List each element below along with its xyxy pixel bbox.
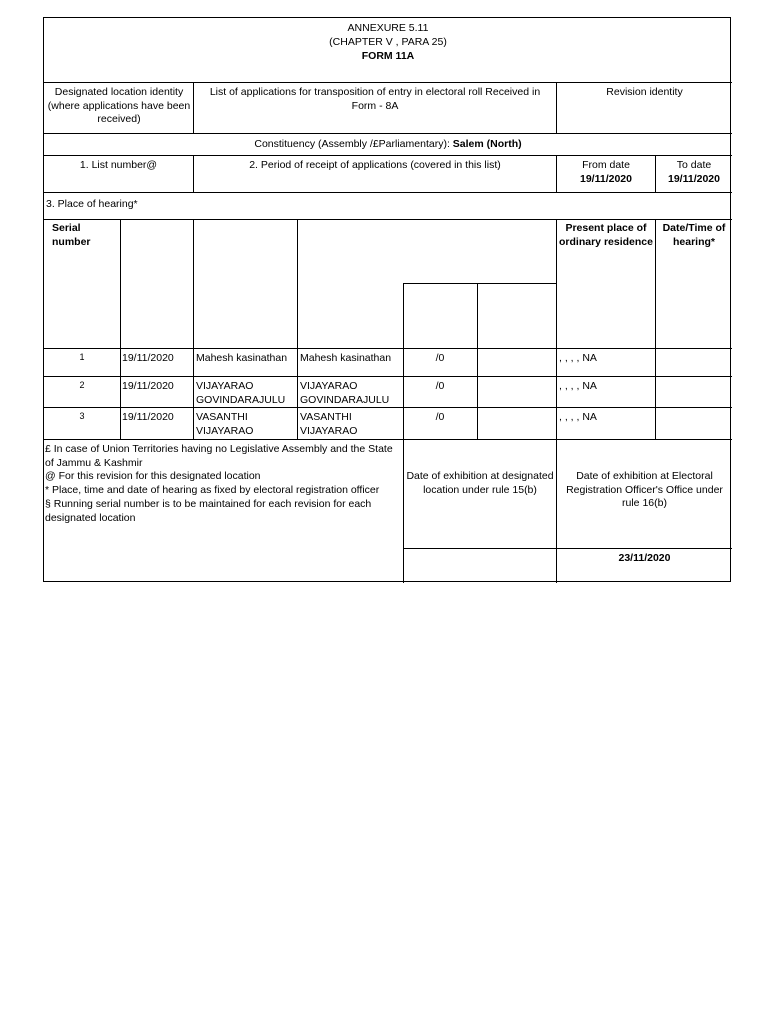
rule bbox=[44, 82, 732, 83]
rule bbox=[556, 219, 557, 583]
row-relation-name: VIJAYARAO GOVINDARAJULU bbox=[300, 380, 390, 406]
form-11a bbox=[43, 17, 731, 582]
annexure-title: ANNEXURE 5.11 bbox=[347, 22, 429, 34]
to-date-label: To date bbox=[676, 159, 712, 171]
list-title: List of applications for transposition of entry in electoral roll Received in Form - 8A bbox=[209, 86, 541, 112]
rule bbox=[44, 133, 732, 134]
period-label: 2. Period of receipt of applications (covered in this list) bbox=[249, 159, 501, 171]
form-title: FORM 11A bbox=[361, 50, 415, 62]
rule bbox=[44, 192, 732, 193]
place-of-hearing-label: 3. Place of hearing* bbox=[46, 198, 138, 210]
list-number-label: 1. List number@ bbox=[79, 159, 158, 171]
rule bbox=[44, 376, 732, 377]
row-date: 19/11/2020 bbox=[122, 380, 174, 392]
row-part: /0 bbox=[435, 411, 445, 423]
constituency-label: Constituency (Assembly /£Parliamentary): bbox=[254, 138, 453, 150]
row-name: VASANTHI VIJAYARAO bbox=[196, 411, 254, 437]
footnote: @ For this revision for this designated location bbox=[45, 470, 261, 482]
constituency-line bbox=[44, 138, 732, 152]
to-date-value: 19/11/2020 bbox=[668, 173, 720, 185]
exhibition-designated-label: Date of exhibition at designated location under rule 15(b) bbox=[406, 470, 554, 496]
chapter-reference: (CHAPTER V , PARA 25) bbox=[329, 36, 447, 48]
row-name: VIJAYARAO GOVINDARAJULU bbox=[196, 380, 286, 406]
row-serial: 3 bbox=[79, 411, 85, 421]
row-residence: , , , , NA bbox=[559, 411, 597, 423]
row-serial: 2 bbox=[79, 380, 85, 390]
rule bbox=[120, 219, 121, 439]
exhibition-ero-label: Date of exhibition at Electoral Registration Officer's Office under rule 16(b) bbox=[566, 470, 723, 509]
exhibition-ero-date: 23/11/2020 bbox=[618, 552, 671, 564]
constituency-value: Salem (North) bbox=[452, 138, 522, 150]
row-name: Mahesh kasinathan bbox=[196, 352, 288, 364]
rule bbox=[44, 155, 732, 156]
rule bbox=[403, 548, 732, 549]
row-serial: 1 bbox=[79, 352, 85, 362]
rule bbox=[403, 283, 404, 583]
row-part: /0 bbox=[435, 380, 445, 392]
serial-number-header: Serial number bbox=[52, 222, 91, 248]
row-part: /0 bbox=[435, 352, 445, 364]
rule bbox=[44, 219, 732, 220]
row-date: 19/11/2020 bbox=[122, 411, 174, 423]
hearing-header: Date/Time of hearing* bbox=[662, 222, 726, 248]
row-relation-name: VASANTHI VIJAYARAO bbox=[300, 411, 358, 437]
row-residence: , , , , NA bbox=[559, 352, 597, 364]
rule bbox=[44, 439, 732, 440]
rule bbox=[297, 219, 298, 439]
footnote: £ In case of Union Territories having no Legislative Assembly and the State of Jammu & Kashmir bbox=[45, 443, 393, 469]
rule bbox=[403, 283, 556, 284]
rule bbox=[655, 219, 656, 439]
designated-location-label: Designated location identity (where applications have been received) bbox=[47, 86, 191, 125]
from-date-value: 19/11/2020 bbox=[580, 173, 632, 185]
residence-header: Present place of ordinary residence bbox=[559, 222, 653, 248]
rule bbox=[193, 82, 194, 133]
rule bbox=[44, 407, 732, 408]
rule bbox=[477, 283, 478, 439]
rule bbox=[44, 348, 732, 349]
rule bbox=[193, 219, 194, 439]
row-date: 19/11/2020 bbox=[122, 352, 174, 364]
footnote: * Place, time and date of hearing as fixed by electoral registration officer bbox=[45, 484, 380, 496]
footnote: § Running serial number is to be maintained for each revision for each designated location bbox=[45, 498, 372, 524]
from-date-label: From date bbox=[582, 159, 630, 171]
row-relation-name: Mahesh kasinathan bbox=[300, 352, 392, 364]
revision-identity-label: Revision identity bbox=[606, 86, 683, 98]
row-residence: , , , , NA bbox=[559, 380, 597, 392]
